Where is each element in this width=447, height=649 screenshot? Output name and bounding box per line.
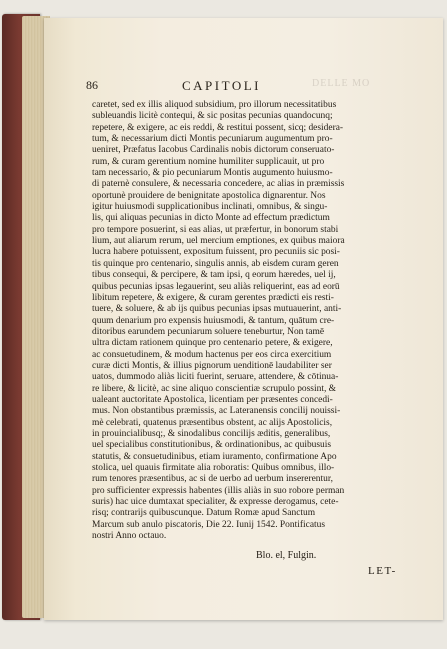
text-line: caretet, sed ex illis aliquod subsidium, pro illorum necessitatibus bbox=[92, 100, 337, 110]
text-line: rum tenores præsentibus, ac si de uerbo ad uerbum insererentur, bbox=[92, 474, 333, 485]
text-line: in prouincialibusq;, & sinodalibus concilijs æditis, generalibus, bbox=[92, 428, 331, 439]
text-line: pro tempore posuerint, si eas alias, ut præfertur, in bonorum stabi bbox=[92, 224, 339, 235]
text-line: stolica, uel quauis firmitate alia roboratis: Quibus omnibus, illo- bbox=[92, 463, 335, 473]
text-line: igitur huiusmodi supplicationibus inclinati, omnibus, & singu- bbox=[92, 202, 328, 213]
text-line: statutis, & consuetudinibus, etiam iuramento, confirmatione Apo bbox=[92, 451, 337, 462]
text-line: curæ dicti Montis, & illius pignorum uenditionē laudabiliter ser bbox=[92, 360, 332, 371]
text-line: ultra dictam rationem quinque pro centenario petere, & exigere, bbox=[92, 338, 333, 349]
text-line: tam necessario, & pio pecuniarum Montis augumento huiusmo- bbox=[92, 168, 333, 179]
book-page bbox=[44, 18, 443, 620]
text-line: lis, qui aliquas pecunias in dicto Monte ad effectum prædictum bbox=[92, 213, 330, 224]
text-line: nostri Anno octauo. bbox=[92, 531, 167, 542]
page-number: 86 bbox=[86, 78, 98, 92]
text-line: lucra habere potuissent, expositum fuissent, pro pecuniis sic posi- bbox=[92, 247, 340, 258]
text-line: tis quinque pro centenario, singulis annis, ab eisdem curam geren bbox=[92, 258, 339, 269]
text-line: libitum repetere, & exigere, & curam gerentes prædicti eis resti- bbox=[92, 292, 334, 303]
text-line: mus. Non obstantibus præmissis, ac Lateranensis concilij nouissi- bbox=[92, 406, 341, 417]
text-line: ditoribus earundem pecuniarum soluere teneburtur, Non tamē bbox=[92, 326, 325, 337]
text-line: re libere, & licitè, ac sine aliquo conscientiæ scrupulo possint, & bbox=[92, 383, 337, 394]
signature-line: Blo. el, Fulgin. bbox=[256, 550, 317, 561]
text-line: repetere, & exigere, ac eis reddi, & restitui possent, sicq; desidera- bbox=[92, 122, 344, 133]
text-line: ac consuetudinem, & modum hactenus per eos circa exercitium bbox=[92, 349, 332, 360]
text-line: Marcum sub anulo piscatoris, Die 22. Iunij 1542. Pontificatus bbox=[92, 519, 326, 530]
text-line: ualeant auctoritate Apostolica, licentiam per præsentes concedi- bbox=[92, 394, 333, 405]
text-line: tum, & necessarium dicti Montis pecuniarum augumentum pro- bbox=[92, 134, 333, 145]
text-line: ueniret, Præfatus Iacobus Cardinalis nobis dictorum conseruato- bbox=[92, 145, 335, 156]
bleed-through-text: DELLE MO bbox=[312, 78, 371, 89]
text-line: lium, aut aliarum rerum, uel mercium emptiones, ex quibus maiora bbox=[92, 236, 345, 247]
text-line: quum denarium pro expensis huiusmodi, & tantum, quātum cre- bbox=[92, 315, 335, 326]
text-line: subleuandis licitè contequi, & sic positas pecunias quandocunq; bbox=[92, 111, 333, 122]
body-text bbox=[92, 100, 440, 542]
text-line: di paternè consulere, & necessaria concedere, ac alias in præmissis bbox=[92, 179, 345, 190]
text-line: mè celebrati, quatenus præsentibus obstent, ac alijs Apostolicis, bbox=[92, 417, 333, 428]
page-header bbox=[44, 78, 443, 96]
text-line: tuere, & soluere, & ab ijs quibus pecunias ipsas mutuauerint, anti- bbox=[92, 304, 342, 315]
text-line: uatos, dummodo aliàs liciti fuerint, seruare, attendere, & cōtinua- bbox=[92, 372, 339, 383]
text-line: oportunè prouidere de benignitate apostolica dignarentur. Nos bbox=[92, 190, 326, 201]
text-line: uel specialibus constitutionibus, & ordinationibus, ac quibusuis bbox=[92, 440, 332, 451]
text-line: rum, & curam gerentium nomine humiliter supplicauit, ut pro bbox=[92, 156, 325, 167]
text-line: pro sufficienter expressis habentes (illis aliàs in suo robore perman bbox=[92, 485, 345, 496]
text-line: tibus consequi, & percipere, & tam ipsi, q eorum hæredes, uel ij, bbox=[92, 270, 336, 281]
text-line: quibus pecunias ipsas legauerint, seu aliàs reliquerint, eas ad eorū bbox=[92, 281, 340, 292]
text-line: risq; contrarijs quibuscunque. Datum Romæ apud Sanctum bbox=[92, 508, 316, 519]
catchword: LET- bbox=[368, 565, 397, 577]
running-head: CAPITOLI bbox=[182, 78, 261, 93]
text-line: suris) hac uice dumtaxat specialiter, & expresse derogamus, cete- bbox=[92, 497, 339, 508]
